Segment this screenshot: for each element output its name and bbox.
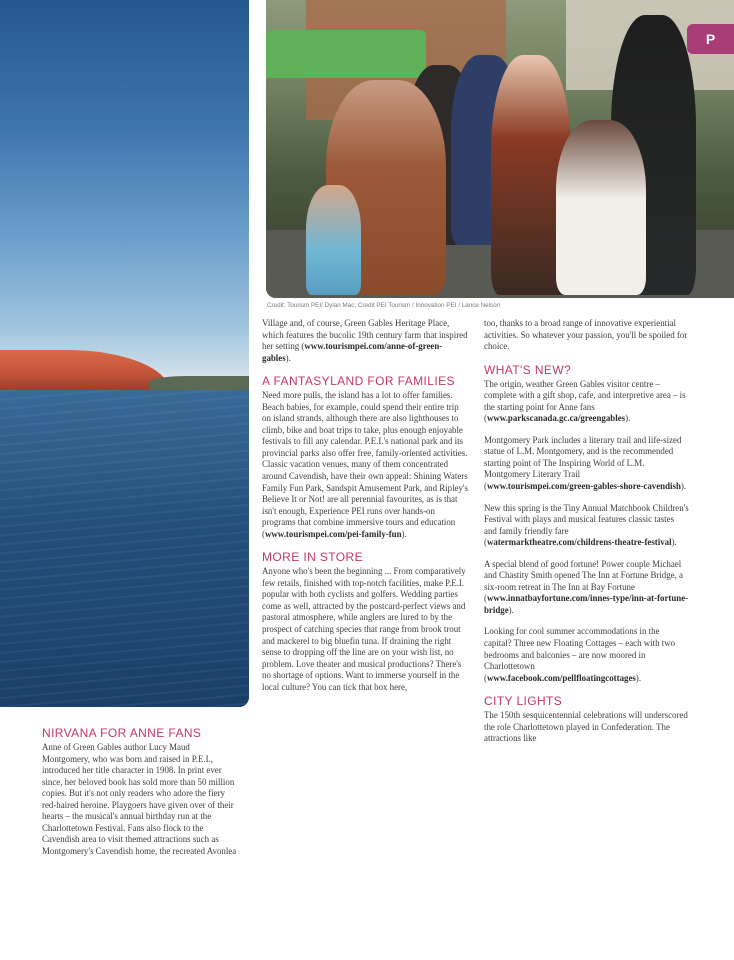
paragraph-text: ). [671, 537, 677, 548]
person-figure [306, 185, 361, 295]
website-link[interactable]: www.facebook.com/pellfloatingcottages [486, 672, 636, 683]
section-heading: CITY LIGHTS [484, 694, 563, 709]
section-heading: NIRVANA FOR ANNE FANS [42, 726, 202, 740]
body-paragraph [262, 390, 468, 540]
website-link[interactable]: www.tourismpei.com/anne-of-green-gables [262, 341, 443, 363]
paragraph-text: The 150th sesquicentennial celebrations will underscored the role Charlottetown played in Confederation. The attractions like [484, 710, 688, 744]
body-paragraph [262, 318, 468, 364]
landscape-photo [0, 0, 249, 707]
website-link[interactable]: www.innatbayfortune.com/innes-type/inn-at-fortune-bridge [484, 593, 689, 615]
section-heading: MORE IN STORE [262, 550, 363, 565]
middle-text-column [262, 318, 468, 703]
paragraph-text: The origin, weather Green Gables visitor centre – complete with a gift shop, cafe, and interpretive area – is the starting point for Anne fans ( [484, 378, 686, 424]
body-paragraph [262, 566, 468, 693]
map-pin-icon: P [687, 24, 734, 54]
sea-water-shape [0, 390, 249, 707]
paragraph-text: ). [635, 672, 642, 683]
paragraph-text: Anne of Green Gables author Lucy Maud Montgomery, who was born and raised in P.E.I., introduced her title character in 1908. In print ever since, her beloved book has sold more than 50 million copies. But it's not only readers who adore the fiery red-haired heroine. Playgoers have given over of their hearts – the musical's annual birthday run at the Charlottetown Festival. Fans also flock to the Cavendish area to visit themed attractions such as Montgomery's Cavendish home, the recreated Avonlea [42, 742, 237, 856]
paragraph-text: A special blend of good fortune! Power couple Michael and Chastity Smith opened The Inn at Fortune Bridge, a six-room retreat in The Inn at Bay Fortune ( [484, 558, 683, 604]
paragraph-text: too, thanks to a broad range of innovative experiential activities. So whatever your passion, you'll be spoiled for choice. [484, 318, 688, 352]
paragraph-text: Looking for cool summer accommodations in the capital? Three new Floating Cottages – each with two bedrooms and balconies – are now moored in Charlottetown ( [484, 626, 676, 683]
website-link[interactable]: www.parkscanada.gc.ca/greengables [486, 413, 626, 424]
paragraph-text: ). [285, 352, 291, 363]
website-link[interactable]: www.tourismpei.com/pei-family-fun [264, 528, 402, 539]
right-text-column [484, 318, 689, 755]
paragraph-text: ). [680, 481, 687, 492]
section-heading: A FANTASYLAND FOR FAMILIES [262, 374, 455, 389]
paragraph-text: ). [625, 413, 631, 424]
shoreline-shape [150, 376, 249, 390]
paragraph-text: Village and, of course, Green Gables Heritage Place, which features the bucolic 19th century farm that inspired her setting ( [262, 318, 468, 352]
green-tent-shape [266, 30, 426, 78]
website-link[interactable]: watermarktheatre.com/childrens-theatre-festival [486, 537, 672, 548]
paragraph-text: ). [508, 604, 514, 615]
paragraph-text: Need more pulls, the island has a lot to offer families. Beach babies, for example, could spend their entire trip on island strands, although there are also lighthouses to climb, bike and boat trips to take, plus enough enjoyable festivals to fill any calendar. P.E.I.'s national park and its provincial parks also offer free, family-oriented activities. Classic vacation venues, many of them concentrated around Cavendish, have their own appeal: Shining Waters Family Fun Park, Sandspit Amusement Park, and Ripley's Believe It or Not! are all perennial favourites, as is that isn't enough, Experience PEI runs over hands-on programs that combine immersive tours and education ( [262, 390, 468, 539]
left-text-column [42, 726, 240, 867]
body-paragraph [484, 435, 689, 493]
costumed-people-photo [266, 0, 734, 298]
person-figure [556, 120, 646, 295]
photo-caption: Credit: Tourism PEI/ Dylan Mac; Credit PEI Tourism / Innovation PEI / Lance Nelson [267, 302, 501, 309]
red-cliff-shape [0, 350, 170, 392]
body-paragraph [484, 710, 689, 745]
paragraph-text: Montgomery Park includes a literary trail and life-sized statue of L.M. Montgomery, and is the recommended starting point of The Inspiring World of L.M. Montgomery Literary Trail ( [484, 434, 682, 492]
body-paragraph [484, 379, 689, 425]
body-paragraph [484, 318, 689, 353]
website-link[interactable]: www.tourismpei.com/green-gables-shore-cavendish [486, 481, 681, 492]
body-paragraph [484, 559, 689, 617]
paragraph-text: Anyone who's been the beginning ... From comparatively few retails, finished with top-notch facilities, make P.E.I. popular with both cyclists and golfers. Wedding parties come as well, attracted by the postcard-perfect views and pastoral atmosphere, while anglers are lured to by the prospect of catching species that range from brook trout and mackerel to big bluefin tuna. If draining the right sense to dropping off the line are on your wish list, no problem. Love theater and musical productions? There's no shortage of options. Want to immerse yourself in the local culture? You can tick that box here, [262, 566, 466, 692]
body-paragraph [484, 503, 689, 549]
body-paragraph [42, 742, 240, 857]
section-heading: WHAT'S NEW? [484, 362, 572, 377]
paragraph-text: ). [401, 528, 407, 539]
paragraph-text: New this spring is the Tiny Annual Matchbook Children's Festival with plays and musical features classic tastes and family friendly fare ( [484, 502, 689, 548]
body-paragraph [484, 626, 689, 684]
